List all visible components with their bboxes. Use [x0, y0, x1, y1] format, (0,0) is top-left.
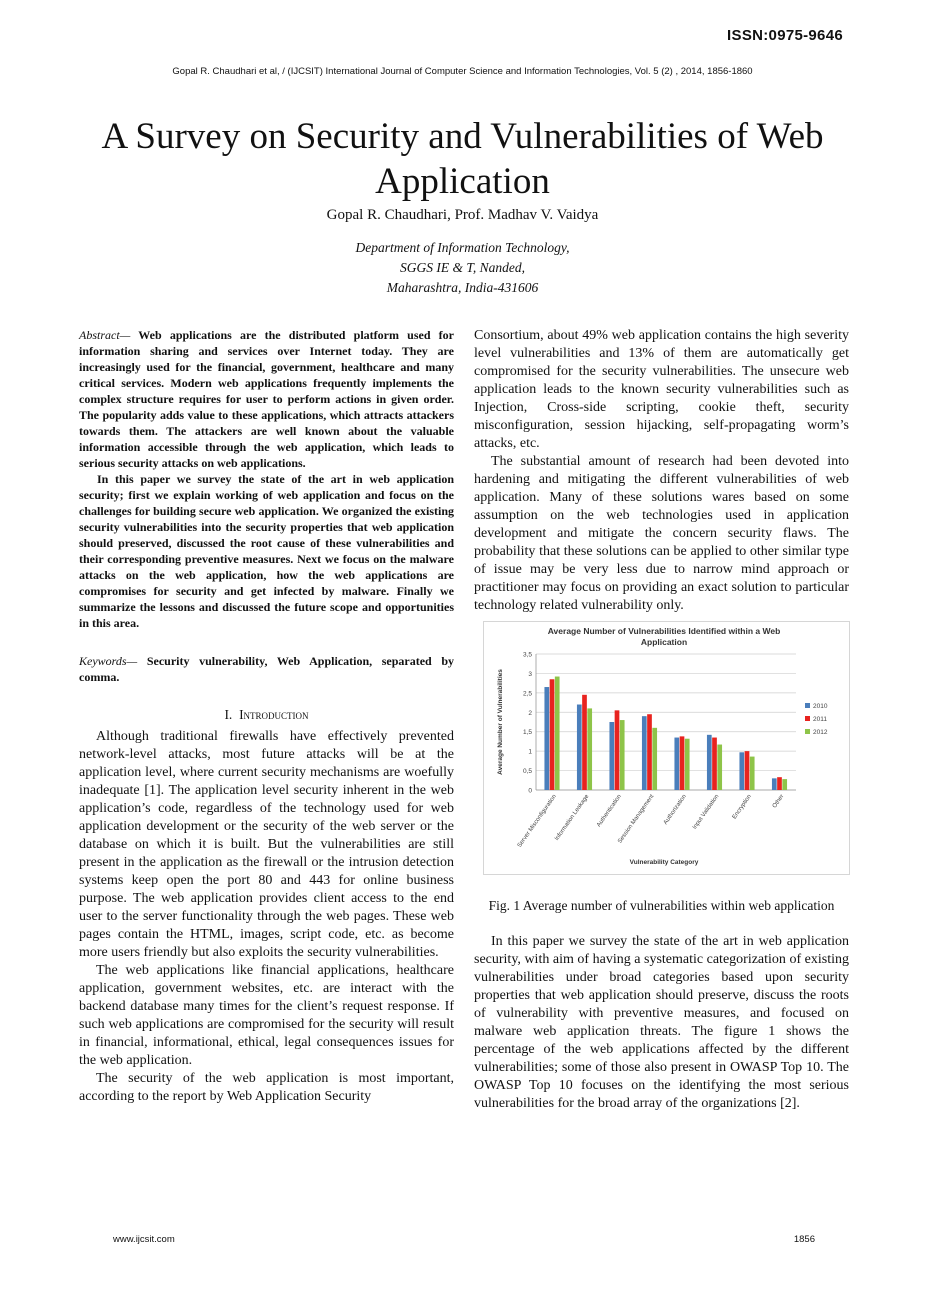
intro-paragraph: The security of the web application is most important, according to the report by Web Application Security [79, 1071, 454, 1104]
legend-swatch-2010 [805, 703, 810, 708]
bar-2011 [777, 777, 782, 790]
bar-2012 [587, 708, 592, 790]
bar-2011 [680, 736, 685, 790]
legend-label: 2011 [813, 716, 827, 723]
legend-swatch-2012 [805, 729, 810, 734]
legend-label: 2012 [813, 729, 828, 736]
bar-2010 [544, 687, 549, 790]
bar-2010 [739, 752, 744, 790]
y-tick-label: 0 [528, 787, 532, 795]
x-tick-label: Authorization [662, 793, 688, 826]
affiliation-line: Department of Information Technology, [355, 240, 570, 255]
y-tick-label: 2,5 [522, 690, 532, 698]
bar-2011 [550, 679, 555, 790]
bar-2012 [685, 739, 690, 790]
paper-authors: Gopal R. Chaudhari, Prof. Madhav V. Vaidya [326, 207, 599, 223]
bar-2012 [652, 728, 657, 790]
bar-2010 [707, 735, 712, 790]
footer-page-number: 1856 [793, 1234, 815, 1245]
chart-title: Average Number of Vulnerabilities Identified within a Web [547, 626, 781, 636]
y-axis-label: Average Number of Vulnerabilities [497, 669, 504, 775]
bar-2010 [772, 778, 777, 790]
affiliation-line: SGGS IE & T, Nanded, [400, 260, 525, 275]
figure-chart [483, 621, 850, 875]
intro-paragraph: Although traditional firewalls have effectively prevented network-level attacks, most future attacks will be at the application level, where current security mechanisms are woefully inadequate [1]. The application level security inherent in the web application’s code, regardless of the technology used for web application development or the security of the web server or the database on which it is built. But the vulnerabilities are still present in the application as the firewall or the intrusion detection systems keep open the port 80 and 443 for online business purpose. The web application provides client access to the end user to the server functionality through the web pages. These web pages contain the HTML, images, script code, etc. as become more users friendly but also exploits the security vulnerabilities. [79, 729, 454, 960]
y-tick-label: 1,5 [522, 729, 532, 737]
x-tick-label: Server Misconfiguration [516, 793, 558, 849]
affiliation [0, 238, 925, 298]
y-tick-label: 3,5 [522, 651, 532, 659]
x-tick-label: Information Leakage [554, 793, 591, 842]
abstract-text: Web applications are the distributed platform used for information sharing and services over Internet today. They are increasingly used for the financial, government, healthcare and many critical services. Modern web applications frequently implements the complex structure requires for user to perform actions in given order. The popularity adds value to these applications, which attracts attackers towards them. The attackers are well known about the valuable information accessible through the web application, which leads to serious security attacks on web applications. [79, 328, 454, 470]
left-column [79, 327, 454, 1106]
bar-2010 [609, 722, 614, 790]
bar-2012 [555, 677, 560, 790]
x-tick-label: Session Management [617, 793, 656, 845]
bar-2011 [712, 738, 717, 790]
legend-swatch-2011 [805, 716, 810, 721]
figure-caption: Fig. 1 Average number of vulnerabilities within web application [488, 898, 835, 913]
x-tick-label: Other [771, 793, 786, 810]
body-paragraph: The substantial amount of research had been devoted into hardening and mitigating the different vulnerabilities of web application. Many of these solutions wares based on some assumption on the web technologies used in application development and mitigate the concern security flaws. The probability that these solutions can be applied to other similar type of issue may be very less due to narrow mind approach or practitioner may focus on providing an exact solution to particular technology related vulnerability only. [474, 454, 849, 613]
body-paragraph: In this paper we survey the state of the art in web application security, with aim of having a systematic categorization of existing vulnerabilities under broad categories based upon security properties that web application should preserve, discuss the roots of vulnerability with preventive measures, and focused on malware web application threats. The figure 1 shows the percentage of the web applications affected by the different vulnerabilities; some of those also present in OWASP Top 10. The OWASP Top 10 focuses on the identifying the most serious vulnerabilities for the broad array of the organizations [2]. [474, 934, 849, 1111]
intro-paragraph: The web applications like financial applications, healthcare application, government websites, etc. are interact with the backend database many times for the client’s request response. If such web applications are compromised for the security will result in financial, informational, ethical, legal consequences issues for the web application. [79, 963, 454, 1068]
bar-2011 [647, 714, 652, 790]
bar-2012 [620, 720, 625, 790]
right-column [474, 327, 849, 1113]
bar-2011 [745, 751, 750, 790]
y-tick-label: 0,5 [522, 768, 532, 776]
bar-chart [484, 622, 849, 874]
section-heading [79, 707, 454, 723]
paper-title: A Survey on Security and Vulnerabilities of Web Application [101, 116, 824, 202]
bar-2010 [577, 705, 582, 790]
bar-2012 [717, 745, 722, 790]
abstract-label: Abstract— [79, 328, 131, 342]
body-paragraph: Consortium, about 49% web application contains the high severity level vulnerabilities and 13% of them are automatically get compromised for the security vulnerabilities. The unsecure web application leads to the known security vulnerabilities such as Injection, Cross-side scripting, cookie theft, security misconfiguration, session hijacking, self-propagating worm’s attacks, etc. [474, 328, 849, 451]
abstract-paragraph [79, 327, 454, 471]
running-head: Gopal R. Chaudhari et al, / (IJCSIT) International Journal of Computer Science and Information Technologies, Vol. 5 (2) , 2014, 1856-1860 [172, 66, 753, 77]
abstract-paragraph-2: In this paper we survey the state of the art in web application security; first we explain working of web application and focus on the challenges for building secure web application. We organized the existing security vulnerabilities into the security properties that web application should preserved, discussed the root cause of these vulnerabilities and their corresponding preventive measures. Next we focus on the malware attacks on the web application, how the web applications are compromises for security and get infected by malware. Finally we summarize the lessons and discussed the future scope and opportunities in this area. [79, 472, 454, 630]
y-tick-label: 3 [528, 670, 532, 678]
chart-title: Application [640, 637, 688, 647]
bar-2011 [615, 710, 620, 790]
section-title: Introduction [239, 707, 309, 722]
section-number: I. [224, 707, 233, 722]
legend-label: 2010 [813, 703, 828, 710]
footer-website: www.ijcsit.com [113, 1234, 175, 1245]
y-tick-label: 1 [528, 748, 532, 756]
keywords-paragraph [79, 653, 454, 685]
y-tick-label: 2 [528, 709, 532, 717]
bar-2012 [782, 779, 787, 790]
affiliation-line: Maharashtra, India-431606 [386, 280, 539, 295]
x-tick-label: Input Validation [692, 793, 721, 831]
x-tick-label: Encryption [731, 793, 753, 821]
x-axis-label: Vulnerability Category [629, 859, 699, 866]
bar-2011 [582, 695, 587, 790]
issn-label: ISSN:0975-9646 [727, 27, 843, 44]
keywords-text: Security vulnerability, Web Application, separated by comma. [79, 654, 454, 684]
x-tick-label: Authentication [596, 793, 623, 829]
bar-2010 [642, 716, 647, 790]
bar-2010 [674, 738, 679, 790]
keywords-label: Keywords— [79, 654, 138, 668]
bar-2012 [750, 757, 755, 790]
